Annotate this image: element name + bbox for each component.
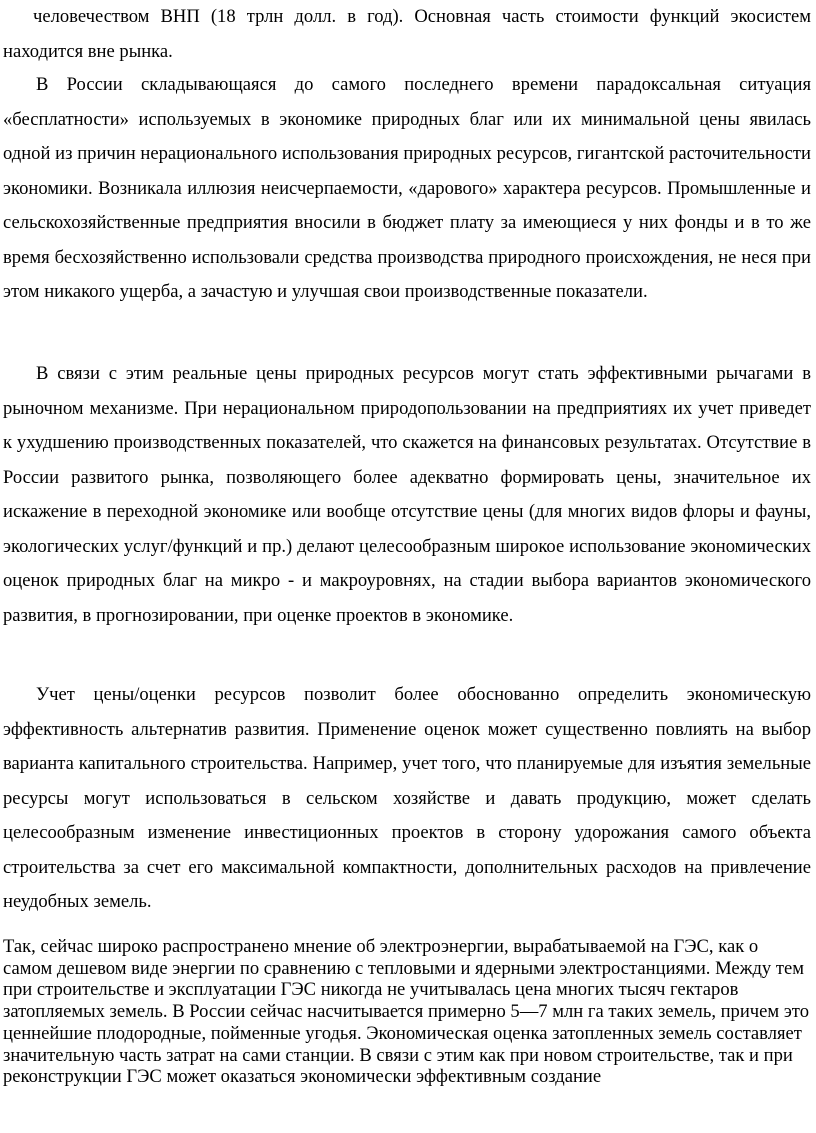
paragraph-1: человечеством ВНП (18 трлн долл. в год). Основная часть стоимости функций экосистем находится вне рынка. — [3, 6, 811, 62]
paragraph-5: Так, сейчас широко распространено мнение об электроэнергии, вырабатываемой на ГЭС, как о самом дешевом виде энергии по сравнению с тепловыми и ядерными электростанциями. Между тем при строительстве и эксплуатации ГЭС никогда не учитывалась цена многих тысяч гектаров затопляемых земель. В России сейчас насчитывается примерно 5—7 млн га таких земель, причем это ценнейшие плодородные, пойменные угодья. Экономическая оценка затопленных земель составляет значительную часть затрат на сами станции. В связи с этим как при новом строительстве, так и при реконструкции ГЭС может оказаться экономически эффективным создание — [3, 936, 809, 1088]
paragraph-3: В связи с этим реальные цены природных ресурсов могут стать эффективными рычагами в рыночном механизме. При нерациональном природопользовании на предприятиях их учет приведет к ухудшению производственных показателей, что скажется на финансовых результатах. Отсутствие в России развитого рынка, позволяющего более адекватно формировать цены, значительное их искажение в переходной экономике или вообще отсутствие цены (для многих видов флоры и фауны, экологических услуг/функций и пр.) делают целесообразным широкое использование экономических оценок природных благ на микро - и макроуровнях, на стадии выбора вариантов экономического развития, в прогнозировании, при оценке проектов в экономике. — [3, 363, 811, 626]
paragraph-2: В России складывающаяся до самого последнего времени парадоксальная ситуация «бесплатности» используемых в экономике природных благ или их минимальной цены явилась одной из причин нерационального использования природных ресурсов, гигантской расточительности экономики. Возникала иллюзия неисчерпаемости, «дарового» характера ресурсов. Промышленные и сельскохозяйственные предприятия вносили в бюджет плату за имеющиеся у них фонды и в то же время бесхозяйственно использовали средства производства природного происхождения, не неся при этом никакого ущерба, а зачастую и улучшая свои производственные показатели. — [3, 74, 811, 302]
paragraph-4: Учет цены/оценки ресурсов позволит более обоснованно определить экономическую эффективность альтернатив развития. Применение оценок может существенно повлиять на выбор варианта капитального строительства. Например, учет того, что планируемые для изъятия земельные ресурсы могут использоваться в сельском хозяйстве и давать продукцию, может сделать целесообразным изменение инвестиционных проектов в сторону удорожания самого объекта строительства за счет его максимальной компактности, дополнительных расходов на привлечение неудобных земель. — [3, 684, 811, 912]
